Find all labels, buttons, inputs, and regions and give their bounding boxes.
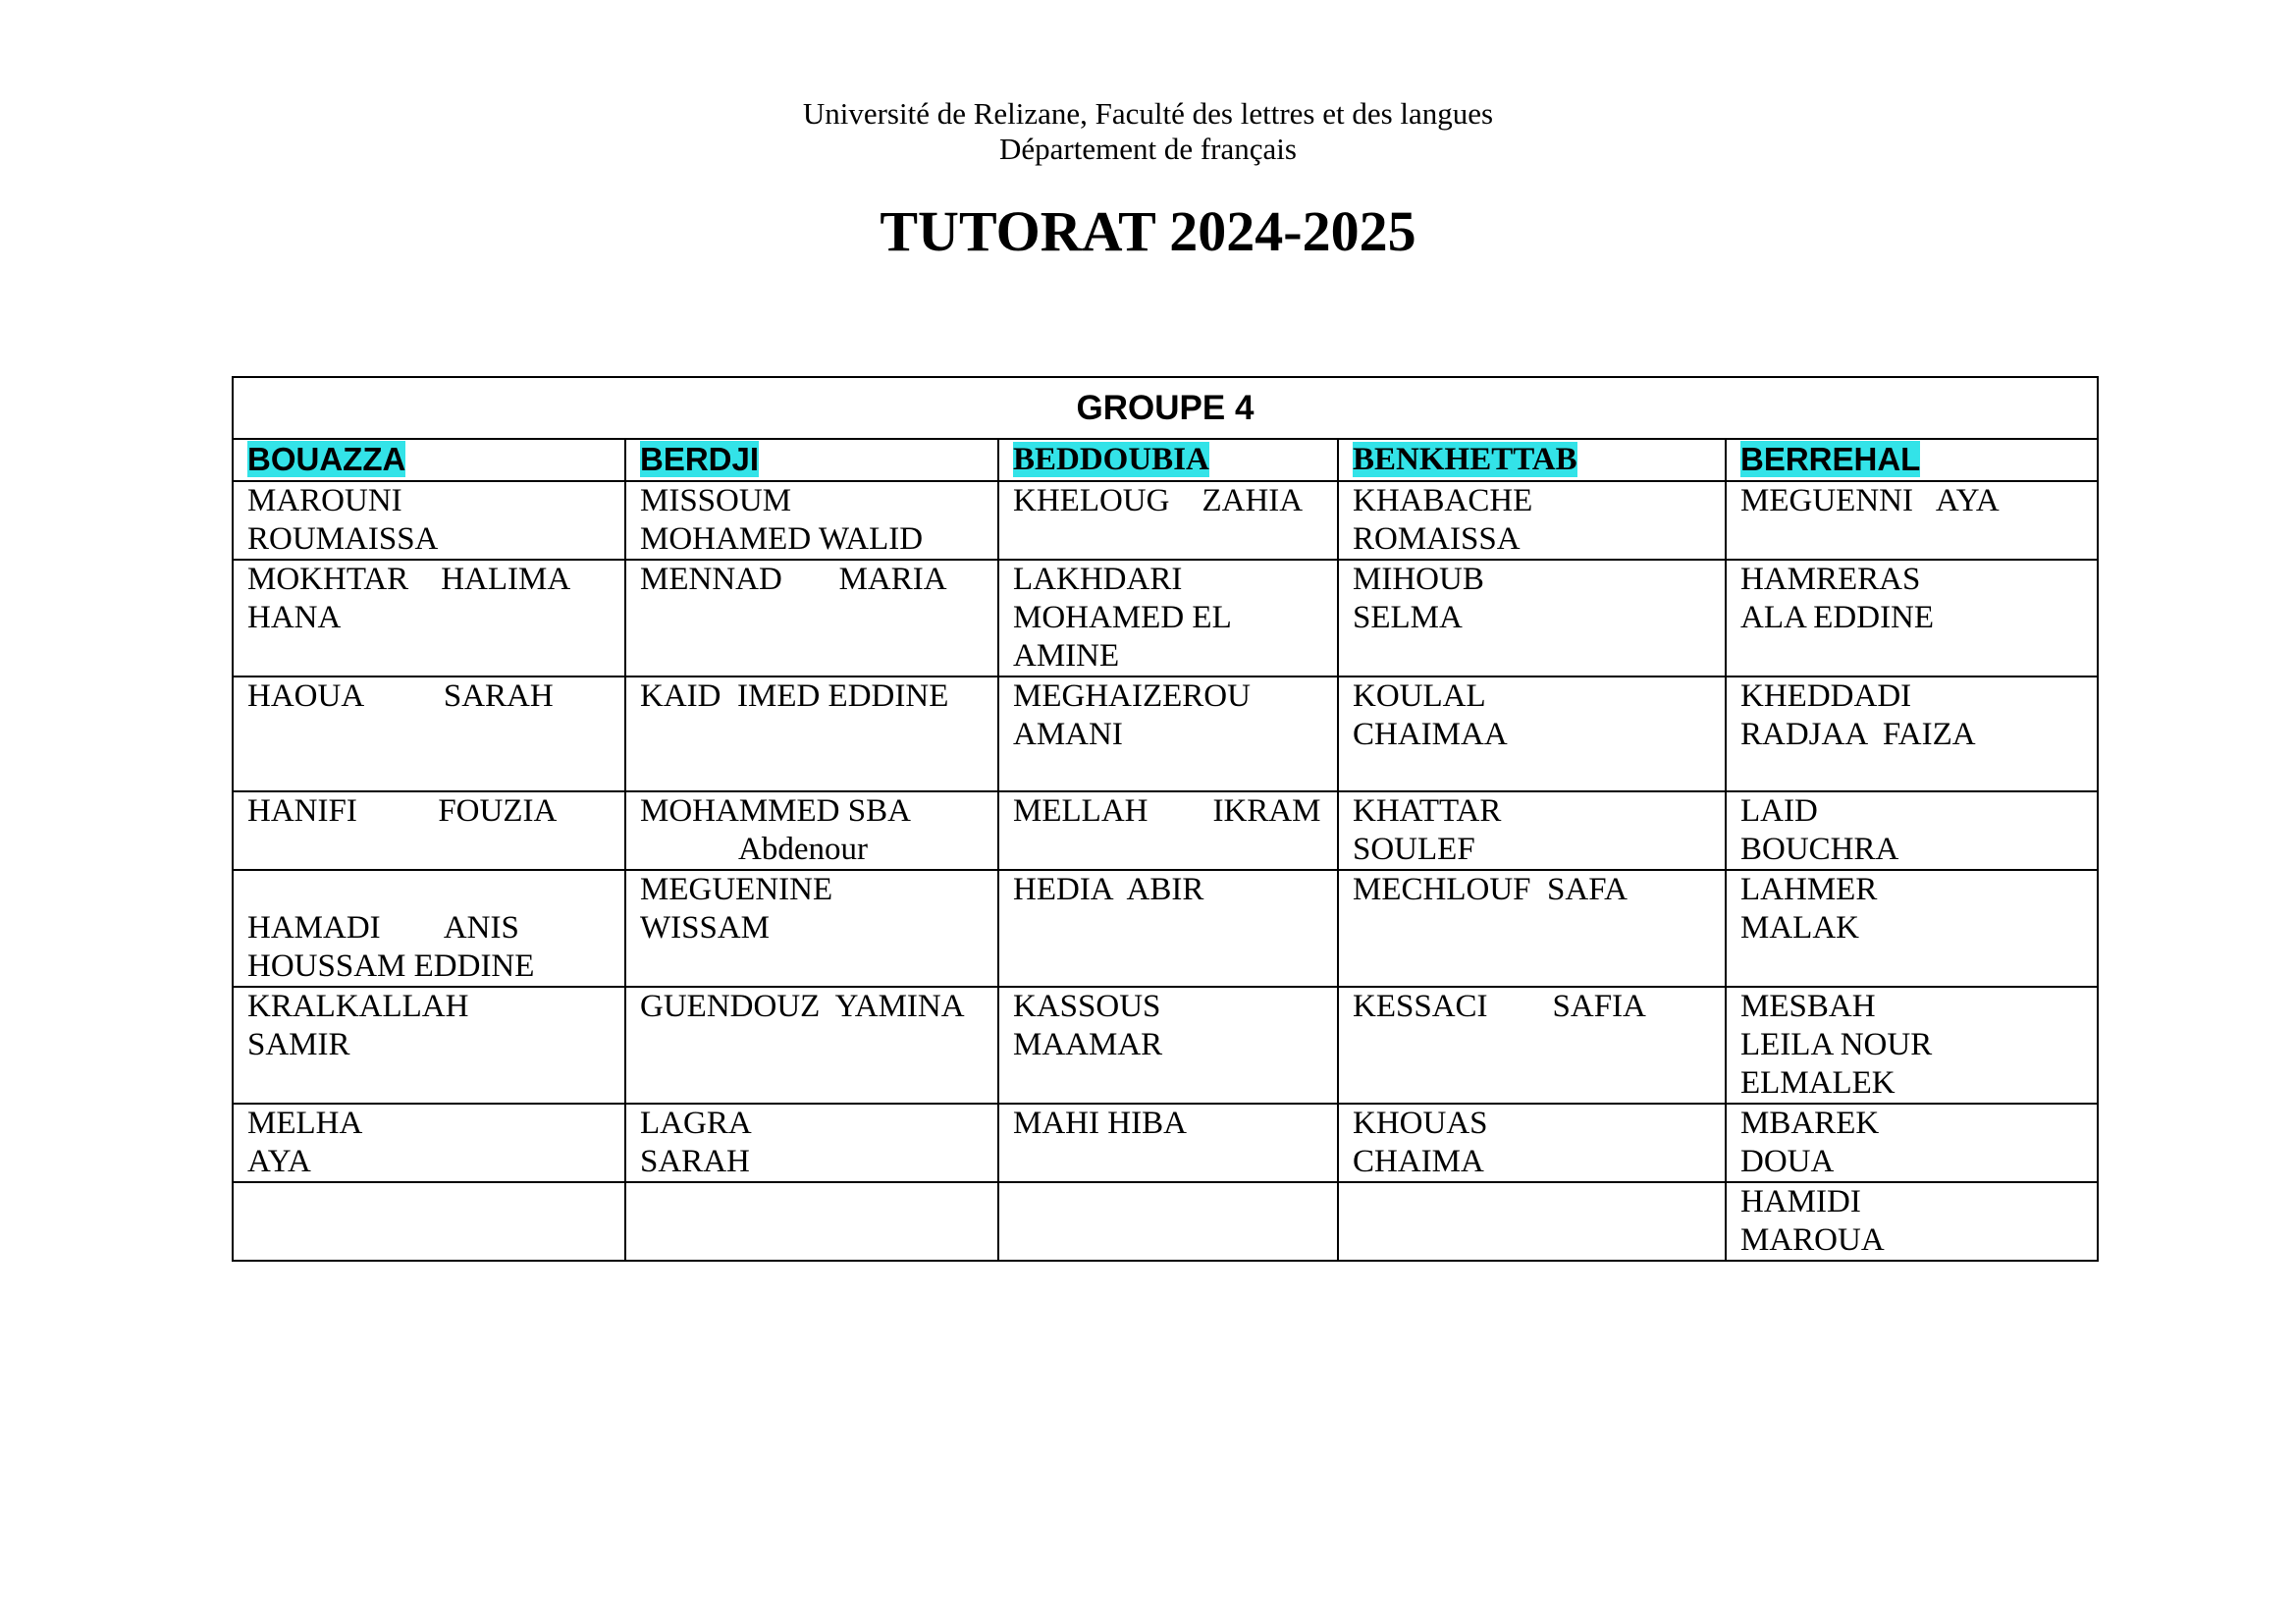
student-cell: [233, 791, 625, 870]
student-name: MEGUENINE: [640, 872, 833, 907]
student-cell: [625, 870, 998, 987]
student-name: MOKHTAR HALIMA: [247, 562, 571, 597]
student-name: MECHLOUF SAFA: [1353, 872, 1628, 907]
student-name: MOHAMED EL: [1013, 600, 1232, 635]
student-cell: [998, 987, 1338, 1104]
student-cell: [625, 677, 998, 791]
student-cell: [625, 1104, 998, 1182]
student-cell: [233, 987, 625, 1104]
student-cell: [233, 1182, 625, 1261]
student-cell: [998, 560, 1338, 677]
student-name: BOUCHRA: [1740, 832, 1899, 867]
student-cell: [1726, 677, 2098, 791]
student-cell: [625, 560, 998, 677]
student-name: KASSOUS: [1013, 989, 1161, 1024]
student-cell: [1726, 1182, 2098, 1261]
student-name: SOULEF: [1353, 832, 1475, 867]
tutor-header: [233, 439, 625, 481]
table-row: [233, 987, 2098, 1104]
group-header-row: [233, 377, 2098, 439]
student-cell: [1338, 1182, 1726, 1261]
student-name: KAID IMED EDDINE: [640, 678, 949, 714]
tutor-header: [1338, 439, 1726, 481]
student-name: ELMALEK: [1740, 1065, 1896, 1101]
student-cell: [1726, 1104, 2098, 1182]
student-name: AMINE: [1013, 638, 1120, 674]
student-name: SELMA: [1353, 600, 1463, 635]
student-name: MOHAMMED SBA: [640, 793, 911, 829]
student-cell: [998, 481, 1338, 560]
student-name: HAMRERAS: [1740, 562, 1921, 597]
student-name: KHOUAS: [1353, 1106, 1488, 1141]
table-row: [233, 560, 2098, 677]
student-cell: [1726, 870, 2098, 987]
tutor-name: BEDDOUBIA: [1013, 442, 1209, 477]
table-row: [233, 1182, 2098, 1261]
student-name: KHABACHE: [1353, 483, 1533, 518]
student-cell: [233, 560, 625, 677]
tutor-name: BERREHAL: [1740, 441, 1921, 477]
student-cell: [233, 1104, 625, 1182]
student-name: HAMADI ANIS: [247, 910, 519, 946]
student-name: MENNAD MARIA: [640, 562, 947, 597]
student-name: HAOUA SARAH: [247, 678, 554, 714]
student-name: HANIFI FOUZIA: [247, 793, 558, 829]
student-name: KHELOUG ZAHIA: [1013, 483, 1304, 518]
student-name: MAHI HIBA: [1013, 1106, 1187, 1141]
student-cell: [625, 1182, 998, 1261]
student-name: HOUSSAM EDDINE: [247, 948, 535, 984]
student-name: CHAIMA: [1353, 1144, 1484, 1179]
group-title: GROUPE 4: [233, 377, 2098, 439]
student-cell: [625, 481, 998, 560]
student-cell: [1338, 870, 1726, 987]
table-row: [233, 791, 2098, 870]
table-row: [233, 677, 2098, 791]
student-cell: [625, 987, 998, 1104]
student-name: KHATTAR: [1353, 793, 1502, 829]
student-name: RADJAA FAIZA: [1740, 717, 1976, 752]
student-name: MIHOUB: [1353, 562, 1484, 597]
student-cell: [1338, 677, 1726, 791]
student-name: AMANI: [1013, 717, 1123, 752]
student-cell: [1338, 1104, 1726, 1182]
student-name: MEGUENNI AYA: [1740, 483, 2000, 518]
student-cell: [1338, 987, 1726, 1104]
tutor-header: [998, 439, 1338, 481]
student-cell: [233, 481, 625, 560]
tutor-header: [625, 439, 998, 481]
student-cell: [1726, 560, 2098, 677]
table-row: [233, 1104, 2098, 1182]
blank-line: [247, 871, 611, 909]
student-name: MEGHAIZEROU: [1013, 678, 1251, 714]
student-name: KOULAL: [1353, 678, 1486, 714]
student-name: MOHAMED WALID: [640, 521, 924, 557]
tutor-header-row: [233, 439, 2098, 481]
student-cell: [625, 791, 998, 870]
student-name: LAKHDARI: [1013, 562, 1183, 597]
student-name: MESBAH: [1740, 989, 1876, 1024]
university-line: Université de Relizane, Faculté des lettres et des langues: [802, 96, 1494, 131]
tutor-header: [1726, 439, 2098, 481]
department-line: Département de français: [999, 132, 1297, 166]
tutoring-table: [232, 376, 2099, 1262]
student-name: KHEDDADI: [1740, 678, 1912, 714]
student-cell: [998, 1104, 1338, 1182]
student-name: MAROUNI: [247, 483, 402, 518]
student-name: HANA: [247, 600, 342, 635]
student-name: ALA EDDINE: [1740, 600, 1935, 635]
student-cell: [233, 870, 625, 987]
student-cell: [1338, 481, 1726, 560]
student-cell: [998, 791, 1338, 870]
student-name: LEILA NOUR: [1740, 1027, 1933, 1062]
student-name: Abdenour: [738, 832, 868, 867]
student-cell: [998, 1182, 1338, 1261]
student-name: DOUA: [1740, 1144, 1835, 1179]
student-name: MALAK: [1740, 910, 1859, 946]
student-name: HEDIA ABIR: [1013, 872, 1204, 907]
student-name: ROMAISSA: [1353, 521, 1521, 557]
student-name: ROUMAISSA: [247, 521, 439, 557]
student-cell: [998, 677, 1338, 791]
student-rows: [233, 481, 2098, 1261]
student-name: MELHA: [247, 1106, 363, 1141]
student-name: HAMIDI: [1740, 1184, 1861, 1219]
student-name: GUENDOUZ YAMINA: [640, 989, 965, 1024]
student-name: MBAREK: [1740, 1106, 1880, 1141]
tutor-name: BENKHETTAB: [1353, 442, 1577, 477]
student-name: LAGRA: [640, 1106, 752, 1141]
student-name: LAID: [1740, 793, 1818, 829]
student-name: LAHMER: [1740, 872, 1878, 907]
student-name: MELLAH IKRAM: [1013, 793, 1321, 829]
student-name: MISSOUM: [640, 483, 792, 518]
student-cell: [233, 677, 625, 791]
student-name: AYA: [247, 1144, 311, 1179]
student-name: MAROUA: [1740, 1222, 1885, 1258]
student-cell: [1338, 560, 1726, 677]
student-name: MAAMAR: [1013, 1027, 1163, 1062]
student-name: SAMIR: [247, 1027, 350, 1062]
table-row: [233, 870, 2098, 987]
student-cell: [1338, 791, 1726, 870]
student-cell: [1726, 791, 2098, 870]
document-title: TUTORAT 2024-2025: [880, 199, 1416, 263]
student-cell: [998, 870, 1338, 987]
tutor-name: BERDJI: [640, 441, 760, 477]
student-name: KRALKALLAH: [247, 989, 469, 1024]
student-cell: [1726, 481, 2098, 560]
student-cell: [1726, 987, 2098, 1104]
student-name: SARAH: [640, 1144, 750, 1179]
tutor-name: BOUAZZA: [247, 441, 406, 477]
table-row: [233, 481, 2098, 560]
student-name: KESSACI SAFIA: [1353, 989, 1646, 1024]
student-name: WISSAM: [640, 910, 771, 946]
student-name: CHAIMAA: [1353, 717, 1508, 752]
